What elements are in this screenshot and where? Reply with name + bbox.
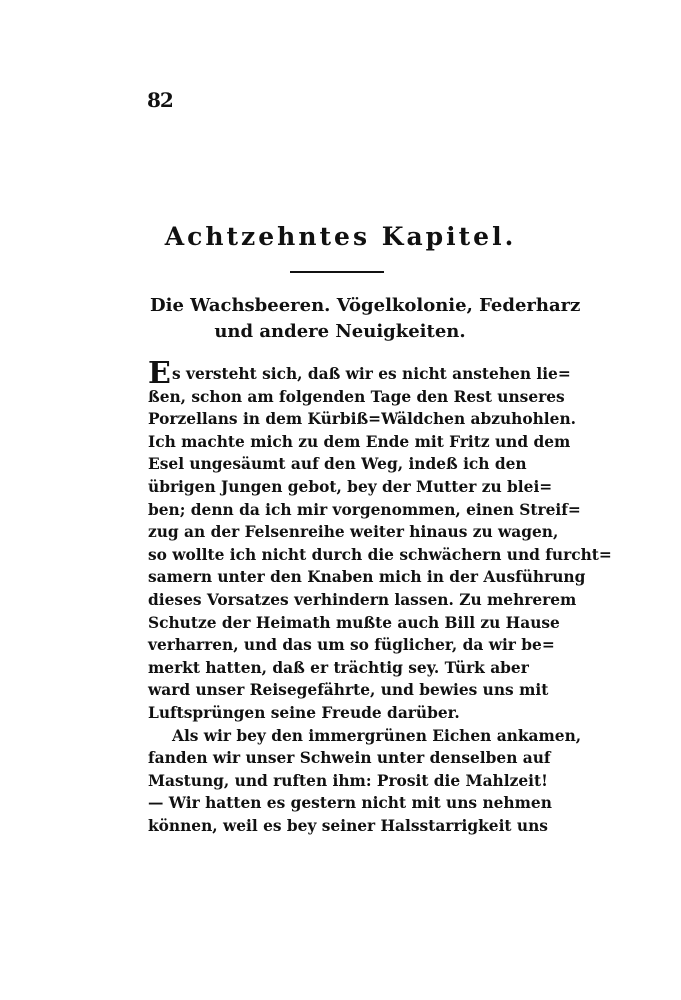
body-line: ben; denn da ich mir vorgenommen, einen Streif= <box>148 500 581 519</box>
body-line: Esel ungesäumt auf den Weg, indeß ich den <box>148 455 527 474</box>
body-line: dieses Vorsatzes verhindern lassen. Zu mehrerem <box>148 590 577 609</box>
body-line: Porzellans in dem Kürbiß=Wäldchen abzuhohlen. <box>148 410 576 429</box>
page-number: 82 <box>147 88 173 112</box>
subtitle-line: Die Wachsbeeren. Vögelkolonie, Federharz <box>150 295 581 316</box>
body-line: können, weil es bey seiner Halsstarrigkeit uns <box>148 816 548 835</box>
body-line: fanden wir unser Schwein unter denselben auf <box>148 749 551 768</box>
body-text <box>148 356 612 837</box>
body-line: so wollte ich nicht durch die schwächern und furcht= <box>148 545 612 564</box>
body-line: Schutze der Heimath mußte auch Bill zu Hause <box>148 613 560 632</box>
drop-cap: E <box>148 356 171 391</box>
body-line <box>148 356 571 391</box>
body-line-text: s versteht sich, daß wir es nicht anstehen lie= <box>172 365 571 383</box>
body-line: verharren, und das um so füglicher, da wir be= <box>148 636 555 655</box>
body-line: zug an der Felsenreihe weiter hinaus zu wagen, <box>148 523 559 542</box>
body-line: Luftsprüngen seine Freude darüber. <box>148 703 460 722</box>
body-line: merkt hatten, daß er trächtig sey. Türk aber <box>148 658 529 677</box>
title-divider <box>290 271 384 273</box>
chapter-title: Achtzehntes Kapitel. <box>164 222 517 251</box>
body-line: — Wir hatten es gestern nicht mit uns nehmen <box>148 794 552 813</box>
chapter-subtitle <box>120 293 581 345</box>
body-line: Als wir bey den immergrünen Eichen ankamen, <box>172 726 582 745</box>
body-line: ward unser Reisegefährte, und bewies uns mit <box>148 681 549 700</box>
subtitle-line: und andere Neuigkeiten. <box>214 321 466 342</box>
body-line: übrigen Jungen gebot, bey der Mutter zu blei= <box>148 477 553 496</box>
body-line: Mastung, und ruften ihm: Prosit die Mahlzeit! <box>148 771 548 790</box>
body-line: Ich machte mich zu dem Ende mit Fritz und dem <box>148 432 571 451</box>
body-line: ßen, schon am folgenden Tage den Rest unseres <box>148 387 565 406</box>
body-line: samern unter den Knaben mich in der Ausführung <box>148 568 586 587</box>
